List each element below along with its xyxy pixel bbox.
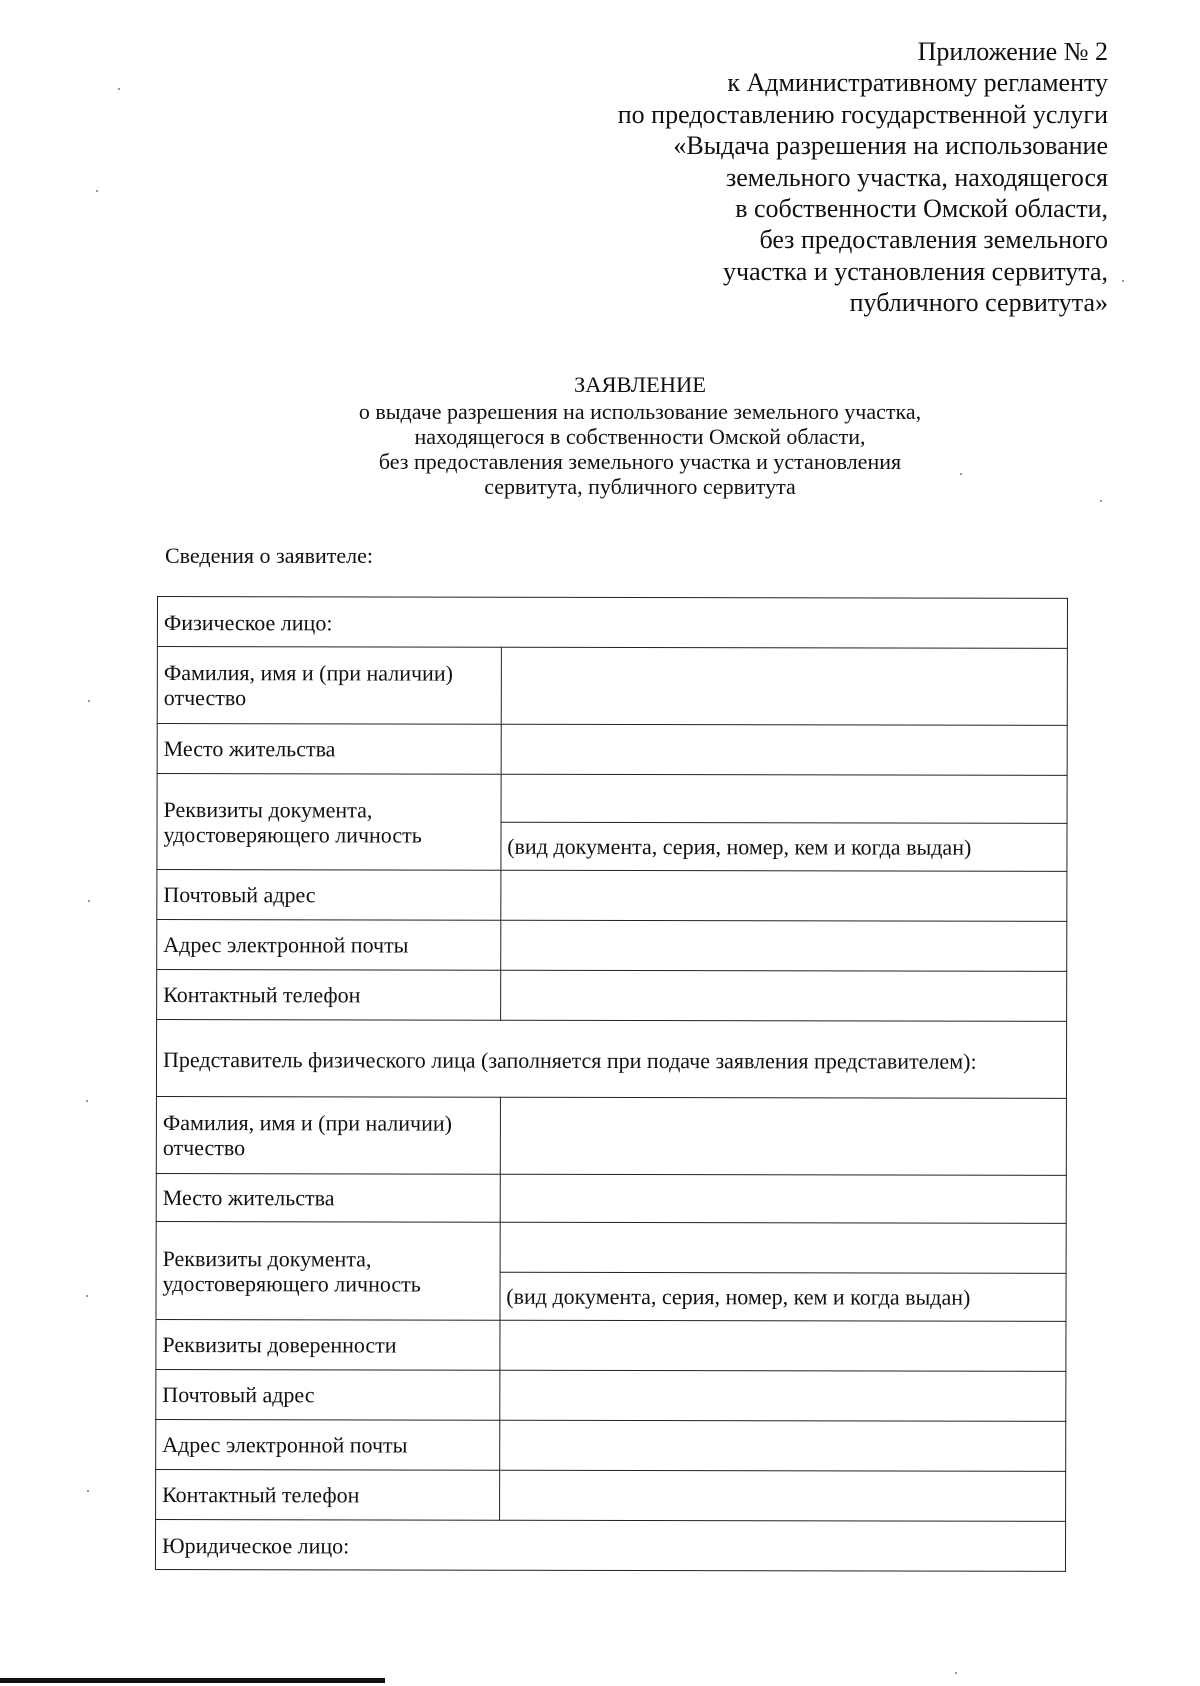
representative-id-document-field[interactable] bbox=[500, 1222, 1066, 1273]
individual-full-name-label: Фамилия, имя и (при наличии) отчество bbox=[157, 647, 501, 725]
scan-speck bbox=[118, 88, 120, 90]
appendix-line: Приложение № 2 bbox=[917, 37, 1108, 66]
representative-email-label: Адрес электронной почты bbox=[156, 1419, 500, 1470]
scan-speck bbox=[86, 1100, 88, 1102]
representative-postal-address-label: Почтовый адрес bbox=[156, 1369, 500, 1420]
statement-heading: ЗАЯВЛЕНИЕ bbox=[574, 372, 706, 397]
individual-id-document-hint: (вид документа, серия, номер, кем и когда выдан) bbox=[501, 822, 1067, 871]
individual-id-document-label: Реквизиты документа, удостоверяющего личность bbox=[157, 774, 501, 871]
scan-speck bbox=[955, 1672, 957, 1674]
scan-speck bbox=[960, 473, 962, 475]
table-row bbox=[156, 1469, 1066, 1521]
section-row-representative bbox=[156, 1020, 1066, 1099]
table-row bbox=[157, 870, 1067, 922]
appendix-line: в собственности Омской области, bbox=[735, 194, 1108, 224]
individual-full-name-field[interactable] bbox=[501, 647, 1067, 725]
scan-speck bbox=[88, 900, 90, 902]
table-row bbox=[156, 1369, 1066, 1421]
appendix-line: публичного сервитута» bbox=[849, 288, 1108, 318]
applicant-form-table bbox=[155, 596, 1068, 1572]
individual-email-label: Адрес электронной почты bbox=[157, 920, 501, 971]
applicant-info-label: Сведения о заявителе: bbox=[165, 543, 374, 568]
individual-phone-field[interactable] bbox=[500, 970, 1066, 1021]
table-row bbox=[156, 1419, 1066, 1471]
statement-subtitle-line: без предоставления земельного участка и установления bbox=[378, 449, 902, 474]
individual-section-header: Физическое лицо: bbox=[157, 597, 1067, 649]
section-row-legal-entity bbox=[155, 1519, 1065, 1571]
representative-power-of-attorney-label: Реквизиты доверенности bbox=[156, 1319, 500, 1370]
scan-speck bbox=[87, 1490, 89, 1492]
representative-residence-label: Место жительства bbox=[156, 1173, 500, 1222]
table-row bbox=[156, 1097, 1066, 1176]
representative-power-of-attorney-field[interactable] bbox=[500, 1320, 1066, 1371]
table-row bbox=[156, 1173, 1066, 1223]
representative-phone-field[interactable] bbox=[499, 1470, 1065, 1521]
individual-email-field[interactable] bbox=[500, 920, 1066, 971]
individual-phone-label: Контактный телефон bbox=[157, 970, 501, 1021]
appendix-line: к Административному регламенту bbox=[727, 68, 1108, 98]
representative-section-header: Представитель физического лица (заполняется при подаче заявления представителем): bbox=[156, 1020, 1066, 1099]
table-row bbox=[157, 920, 1067, 972]
table-row bbox=[157, 970, 1067, 1022]
section-row-individual bbox=[157, 597, 1067, 649]
scan-speck bbox=[86, 1295, 88, 1297]
appendix-line: по предоставлению государственной услуги bbox=[617, 99, 1108, 129]
legal-entity-section-header: Юридическое лицо: bbox=[155, 1519, 1065, 1571]
representative-email-field[interactable] bbox=[499, 1420, 1065, 1471]
scan-speck bbox=[88, 700, 90, 702]
individual-postal-address-field[interactable] bbox=[501, 870, 1067, 921]
individual-residence-field[interactable] bbox=[501, 724, 1067, 775]
statement-subtitle-line: находящегося в собственности Омской области, bbox=[414, 424, 866, 449]
individual-residence-label: Место жительства bbox=[157, 724, 501, 775]
appendix-line: участка и установления сервитута, bbox=[723, 256, 1108, 286]
table-row bbox=[157, 774, 1067, 824]
representative-residence-field[interactable] bbox=[500, 1174, 1066, 1223]
representative-id-document-hint: (вид документа, серия, номер, кем и когда выдан) bbox=[500, 1272, 1066, 1321]
scan-edge-line bbox=[0, 1678, 385, 1683]
scan-speck bbox=[96, 190, 98, 192]
appendix-line: земельного участка, находящегося bbox=[726, 162, 1108, 192]
table-row bbox=[157, 724, 1067, 776]
individual-postal-address-label: Почтовый адрес bbox=[157, 870, 501, 921]
representative-full-name-label: Фамилия, имя и (при наличии) отчество bbox=[156, 1097, 500, 1175]
statement-subtitle-line: сервитута, публичного сервитута bbox=[484, 474, 796, 499]
statement-subtitle-line: о выдаче разрешения на использование земельного участка, bbox=[358, 399, 922, 424]
appendix-line: «Выдача разрешения на использование bbox=[673, 131, 1108, 161]
statement-title-block bbox=[300, 372, 980, 499]
representative-postal-address-field[interactable] bbox=[500, 1370, 1066, 1421]
representative-id-document-label: Реквизиты документа, удостоверяющего личность bbox=[156, 1221, 500, 1320]
table-row bbox=[156, 1319, 1066, 1371]
scan-speck bbox=[1122, 280, 1124, 282]
representative-full-name-field[interactable] bbox=[500, 1097, 1066, 1175]
appendix-header bbox=[488, 36, 1108, 319]
appendix-line: без предоставления земельного bbox=[759, 225, 1108, 255]
table-row bbox=[156, 1221, 1066, 1273]
representative-phone-label: Контактный телефон bbox=[156, 1469, 500, 1520]
individual-id-document-field[interactable] bbox=[501, 774, 1067, 823]
table-row bbox=[157, 647, 1067, 726]
scan-speck bbox=[1100, 500, 1102, 502]
